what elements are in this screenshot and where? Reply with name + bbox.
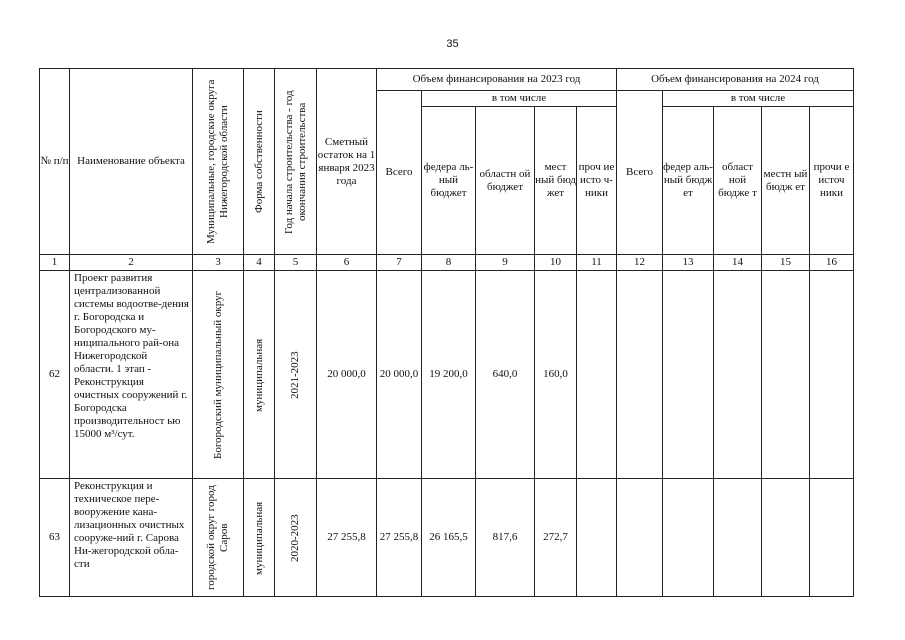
table-row bbox=[40, 479, 854, 597]
column-number: 16 bbox=[810, 255, 854, 271]
years-text: 2021-2023 bbox=[289, 350, 301, 399]
header-other-2023: проч ие исто ч- ники bbox=[577, 107, 617, 255]
municipality-text: Богородский муниципальный округ bbox=[211, 290, 224, 459]
federal-2024-cell bbox=[663, 271, 714, 479]
other-2023-cell bbox=[577, 479, 617, 597]
header-remainder: Сметный остаток на 1 января 2023 года bbox=[317, 69, 377, 255]
header-federal-2023: федера ль-ный бюджет bbox=[422, 107, 476, 255]
header-name: Наименование объекта bbox=[70, 69, 193, 255]
table-row bbox=[40, 271, 854, 479]
header-row-1 bbox=[40, 69, 854, 91]
ownership-cell bbox=[244, 271, 275, 479]
column-number: 1 bbox=[40, 255, 70, 271]
ownership-text: муниципальная bbox=[252, 500, 265, 575]
regional-2024-cell bbox=[714, 479, 762, 597]
header-municipality-text: Муниципальные, городские округа Нижегородской области bbox=[205, 79, 230, 244]
header-local-2023: мест ный бюд жет bbox=[535, 107, 577, 255]
header-other-2024: прочи е источ ники bbox=[810, 107, 854, 255]
total-2024-cell bbox=[617, 271, 663, 479]
municipality-cell bbox=[193, 271, 244, 479]
financing-table bbox=[39, 68, 854, 597]
header-financing-2024: Объем финансирования на 2024 год bbox=[617, 69, 854, 91]
header-ownership bbox=[244, 69, 275, 255]
header-financing-2023: Объем финансирования на 2023 год bbox=[377, 69, 617, 91]
column-number-row bbox=[40, 255, 854, 271]
header-years-text: Год начала строительства - год окончания строительства bbox=[282, 89, 308, 234]
column-number: 2 bbox=[70, 255, 193, 271]
column-number: 3 bbox=[193, 255, 244, 271]
header-years bbox=[275, 69, 317, 255]
column-number: 13 bbox=[663, 255, 714, 271]
column-number: 8 bbox=[422, 255, 476, 271]
federal-2023-cell: 19 200,0 bbox=[422, 271, 476, 479]
header-local-2024: местн ый бюдж ет bbox=[762, 107, 810, 255]
total-2023-cell: 27 255,8 bbox=[377, 479, 422, 597]
remainder-cell: 20 000,0 bbox=[317, 271, 377, 479]
row-num: 62 bbox=[40, 271, 70, 479]
municipality-cell bbox=[193, 479, 244, 597]
header-municipality bbox=[193, 69, 244, 255]
column-number: 11 bbox=[577, 255, 617, 271]
years-cell bbox=[275, 479, 317, 597]
total-2024-cell bbox=[617, 479, 663, 597]
regional-2024-cell bbox=[714, 271, 762, 479]
other-2023-cell bbox=[577, 271, 617, 479]
column-number: 9 bbox=[476, 255, 535, 271]
column-number: 6 bbox=[317, 255, 377, 271]
federal-2023-cell: 26 165,5 bbox=[422, 479, 476, 597]
header-including-2023: в том числе bbox=[422, 91, 617, 107]
years-text: 2020-2023 bbox=[289, 513, 301, 562]
federal-2024-cell bbox=[663, 479, 714, 597]
row-num: 63 bbox=[40, 479, 70, 597]
header-ownership-text: Форма собственности bbox=[252, 110, 265, 213]
regional-2023-cell: 640,0 bbox=[476, 271, 535, 479]
local-2023-cell: 160,0 bbox=[535, 271, 577, 479]
column-number: 5 bbox=[275, 255, 317, 271]
object-name: Проект развития централизованной системы водоотве-дения г. Богородска и Богородского му-ниципального рай-она Нижегородской области. 1 этап - Реконструкция очистных сооружений г. Богородска производительност ью 15000 м³/сут. bbox=[70, 271, 193, 479]
page-number: 35 bbox=[446, 38, 459, 50]
ownership-text: муниципальная bbox=[252, 337, 265, 412]
header-federal-2024: федер аль- ный бюдж ет bbox=[663, 107, 714, 255]
regional-2023-cell: 817,6 bbox=[476, 479, 535, 597]
header-regional-2023: областн ой бюджет bbox=[476, 107, 535, 255]
local-2023-cell: 272,7 bbox=[535, 479, 577, 597]
local-2024-cell bbox=[762, 479, 810, 597]
remainder-cell: 27 255,8 bbox=[317, 479, 377, 597]
object-name: Реконструкция и техническое пере-вооружение кана-лизационных очистных сооруже-ний г. Сарова Ни-жегородской обла-сти bbox=[70, 479, 193, 597]
other-2024-cell bbox=[810, 271, 854, 479]
column-number: 12 bbox=[617, 255, 663, 271]
header-total-2024: Всего bbox=[617, 91, 663, 255]
ownership-cell bbox=[244, 479, 275, 597]
header-including-2024: в том числе bbox=[663, 91, 854, 107]
total-2023-cell: 20 000,0 bbox=[377, 271, 422, 479]
municipality-text: городской округ город Саров bbox=[205, 485, 230, 590]
header-regional-2024: област ной бюдже т bbox=[714, 107, 762, 255]
column-number: 10 bbox=[535, 255, 577, 271]
column-number: 14 bbox=[714, 255, 762, 271]
header-num: № п/п bbox=[40, 69, 70, 255]
header-total-2023: Всего bbox=[377, 91, 422, 255]
local-2024-cell bbox=[762, 271, 810, 479]
column-number: 15 bbox=[762, 255, 810, 271]
years-cell bbox=[275, 271, 317, 479]
column-number: 4 bbox=[244, 255, 275, 271]
column-number: 7 bbox=[377, 255, 422, 271]
other-2024-cell bbox=[810, 479, 854, 597]
